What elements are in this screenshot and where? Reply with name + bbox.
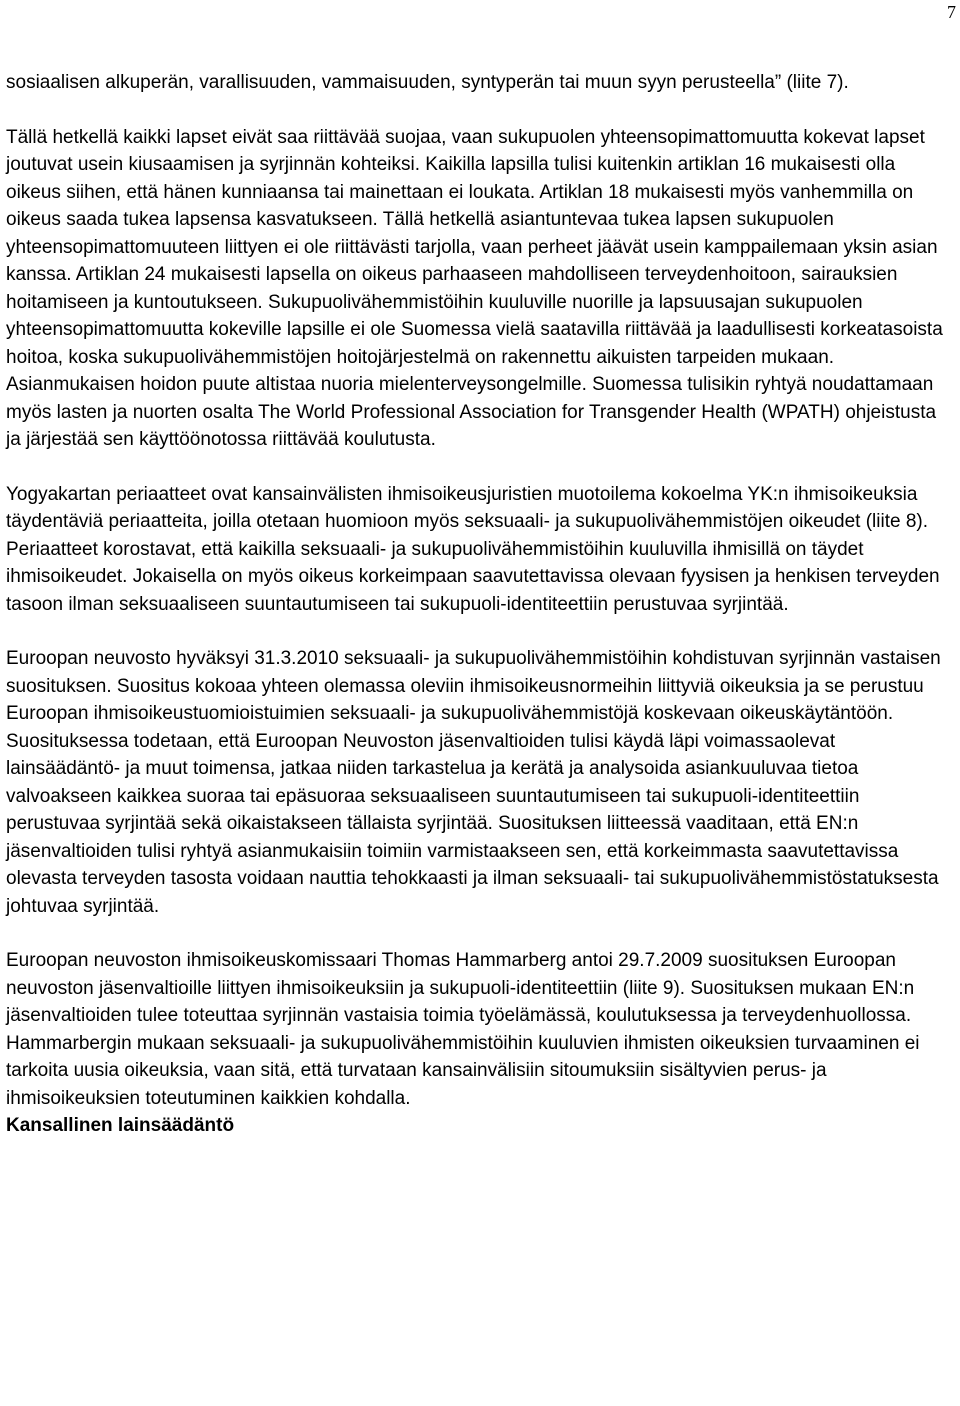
paragraph-hammarberg: Euroopan neuvoston ihmisoikeuskomissaari Thomas Hammarberg antoi 29.7.2009 suosituksen Euroopan neuvoston jäsenvaltioille liittyen ihmisoikeuksiin ja sukupuoli-identiteettiin (liite 9). Suosituksen mukaan EN:n jäsenvaltioiden tulee toteuttaa syrjinnän vastaisia toimia työelämässä, koulutuksessa ja terveydenhuollossa. Hammarbergin mukaan seksuaali- ja sukupuolivähemmistöihin kuuluvien ihmisten oikeuksien turvaaminen ei tarkoita uusia oikeuksia, vaan sitä, että turvataan kansainvälisiin sitoumuksiin sisältyvien perus- ja ihmisoikeuksien toteutuminen kaikkien kohdalla. xyxy=(6,950,920,1109)
paragraph-yogyakarta: Yogyakartan periaatteet ovat kansainvälisten ihmisoikeusjuristien muotoilema kokoelma YK:n ihmisoikeuksia täydentäviä periaatteita, joilla otetaan huomioon myös seksuaali- ja sukupuolivähemmistöjen oikeudet (liite 8). Periaatteet korostavat, että kaikilla seksuaali- ja sukupuolivähemmistöihin kuuluvilla ihmisillä on täydet ihmisoikeudet. Jokaisella on myös oikeus korkeimpaan saavutettavissa olevaan fyysisen ja henkisen terveyden tasoon ilman seksuaaliseen suuntautumiseen tai sukupuoli-identiteettiin perustuvaa syrjintää. xyxy=(6,483,940,615)
paragraph-child-rights: Tällä hetkellä kaikki lapset eivät saa riittävää suojaa, vaan sukupuolen yhteensopimattomuutta kokevat lapset joutuvat usein kiusaamisen ja syrjinnän kohteiksi. Kaikilla lapsilla tulisi kuitenkin artiklan 16 mukaisesti olla oikeus siihen, että hänen kunniaansa tai mainettaan ei loukata. Artiklan 18 mukaisesti myös vanhemmilla on oikeus saada tukea lapsensa kasvatukseen. Tällä hetkellä asiantuntevaa tukea lapsen sukupuolen yhteensopimattomuuteen liittyen ei ole riittävästi tarjolla, vaan perheet jäävät usein kamppailemaan yksin asian kanssa. Artiklan 24 mukaisesti lapsella on oikeus parhaaseen mahdolliseen terveydenhoitoon, sairauksien hoitamiseen ja kuntoutukseen. Sukupuolivähemmistöihin kuuluville nuorille ja lapsuusajan sukupuolen yhteensopimattomuutta kokeville lapsille ei ole Suomessa vielä saatavilla riittävää ja laadullisesti korkeatasoista hoitoa, koska sukupuolivähemmistöjen hoitojärjestelmä on rakennettu aikuisten tarpeiden mukaan. Asianmukaisen hoidon puute altistaa nuoria mielenterveysongelmille. Suomessa tulisikin ryhtyä noudattamaan myös lasten ja nuorten osalta The World Professional Association for Transgender Health (WPATH) ohjeistusta ja järjestää sen käyttöönotossa riittävää koulutusta. xyxy=(6,126,943,450)
section-heading: Kansallinen lainsäädäntö xyxy=(6,1115,235,1136)
paragraph-continuation: sosiaalisen alkuperän, varallisuuden, vammaisuuden, syntyperän tai muun syyn perusteella” (liite 7). xyxy=(6,72,849,93)
page-number: 7 xyxy=(947,2,956,22)
paragraph-council-of-europe: Euroopan neuvosto hyväksyi 31.3.2010 seksuaali- ja sukupuolivähemmistöihin kohdistuvan syrjinnän vastaisen suosituksen. Suositus kokoaa yhteen olemassa oleviin ihmisoikeusnormeihin liittyviä oikeuksia ja se perustuu Euroopan ihmisoikeustuomioistuimien seksuaali- ja sukupuolivähemmistöjä koskevaan oikeuskäytäntöön. Suosituksessa todetaan, että Euroopan Neuvoston jäsenvaltioiden tulisi käydä läpi voimassaolevat lainsäädäntö- ja muut toimensa, jatkaa niiden tarkastelua ja kerätä ja analysoida asiankuuluvaa tietoa valvoakseen kaikkea suoraa tai epäsuoraa seksuaaliseen suuntautumiseen tai sukupuoli-identiteettiin perustuvaa syrjintää sekä oikaistakseen tällaista syrjintää. Suosituksen liitteessä vaaditaan, että EN:n jäsenvaltioiden tulisi ryhtyä asianmukaisiin toimiin varmistaakseen sen, että korkeimmasta saavutettavissa olevasta terveyden tasosta voidaan nauttia tehokkaasti ja ilman seksuaali- tai sukupuolivähemmistöstatuksesta johtuvaa syrjintää. xyxy=(6,648,941,917)
document-body xyxy=(6,69,954,1140)
